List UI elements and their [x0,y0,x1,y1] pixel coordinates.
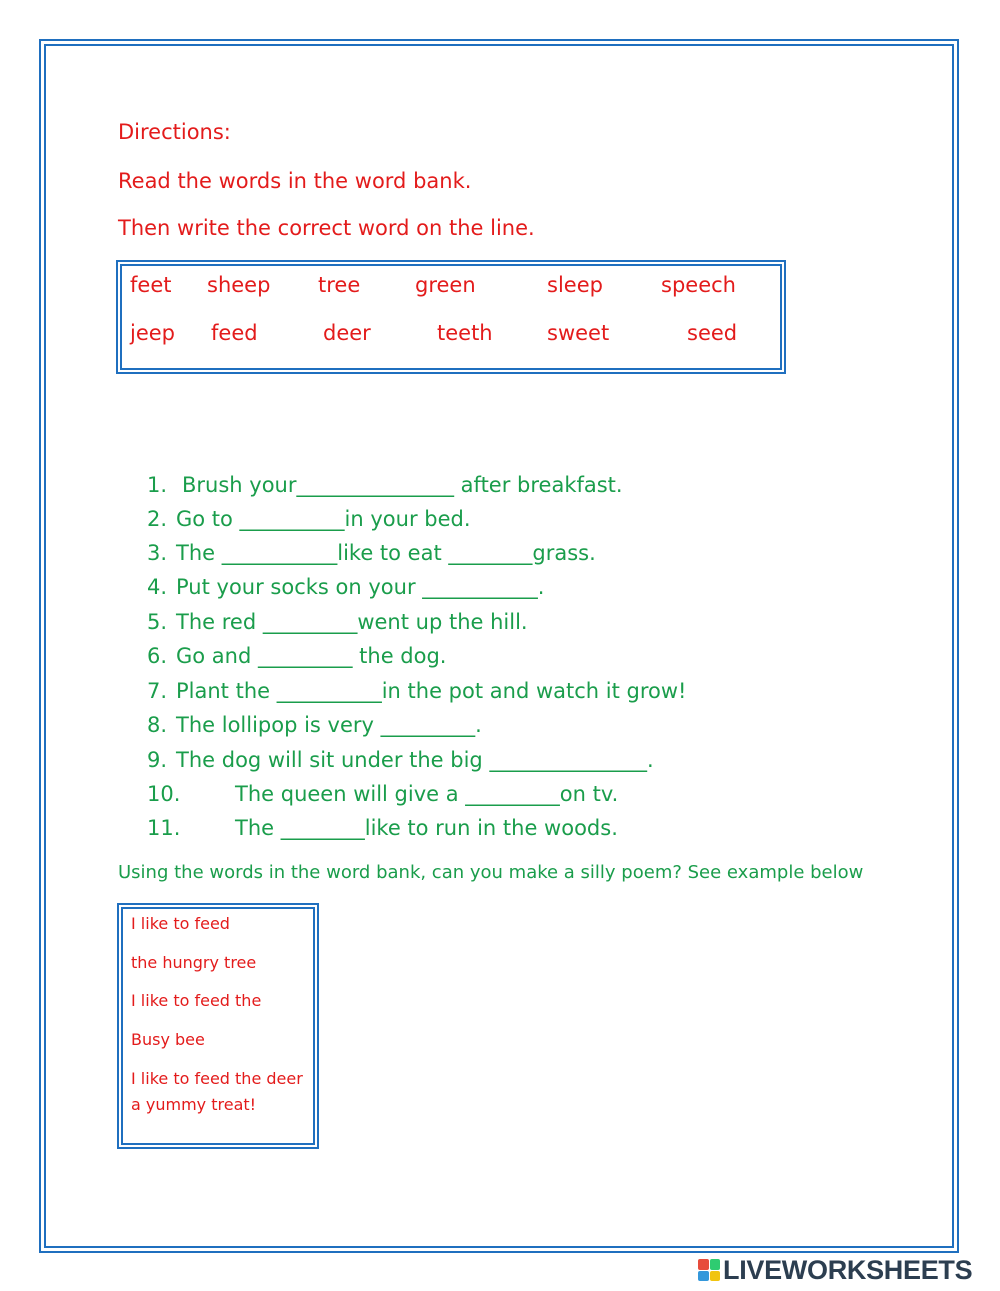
word-bank-word: sheep [207,273,271,297]
poem-line: a yummy treat! [131,1095,257,1114]
question-number: 7. [147,679,168,703]
poem-line: I like to feed [131,914,230,933]
question-text: The lollipop is very _________. [176,713,482,737]
poem-line: the hungry tree [131,953,257,972]
word-bank-word: feet [130,273,172,297]
poem-line: I like to feed the deer [131,1069,303,1088]
word-bank-word: deer [323,321,371,345]
word-bank-word: speech [661,273,736,297]
directions-heading: Directions: [118,120,231,144]
question-number: 10. [147,782,181,806]
word-bank-word: green [415,273,476,297]
question-text: The red _________went up the hill. [176,610,528,634]
liveworksheets-brand[interactable] [698,1256,972,1284]
question-text: The ___________like to eat ________grass. [176,541,596,565]
brand-name: LIVEWORKSHEETS [723,1254,973,1285]
word-bank-word: tree [318,273,361,297]
question-text: Brush your_______________ after breakfast. [182,473,623,497]
word-bank-word: teeth [437,321,493,345]
question-number: 11. [147,816,181,840]
word-bank-word: seed [687,321,738,345]
poem-prompt: Using the words in the word bank, can you make a silly poem? See example below [118,862,864,883]
question-number: 9. [147,748,168,772]
poem-line: I like to feed the [131,991,262,1010]
directions-line-1: Read the words in the word bank. [118,169,472,193]
directions-line-2: Then write the correct word on the line. [118,216,535,240]
word-bank-word: feed [211,321,258,345]
word-bank-word: sweet [547,321,610,345]
poem-line: Busy bee [131,1030,205,1049]
question-number: 1. [147,473,168,497]
question-number: 2. [147,507,168,531]
question-number: 4. [147,575,168,599]
question-text: Put your socks on your ___________. [176,575,545,599]
question-number: 3. [147,541,168,565]
question-text: The dog will sit under the big _______________. [176,748,654,772]
word-bank-word: jeep [130,321,176,345]
question-number: 5. [147,610,168,634]
question-text: Go to __________in your bed. [176,507,471,531]
question-text: Plant the __________in the pot and watch it grow! [176,679,687,703]
question-text: Go and _________ the dog. [176,644,447,668]
question-number: 8. [147,713,168,737]
question-text: The queen will give a _________on tv. [235,782,619,806]
question-text: The ________like to run in the woods. [235,816,618,840]
liveworksheets-logo-icon [698,1259,720,1281]
question-number: 6. [147,644,168,668]
word-bank-word: sleep [547,273,603,297]
